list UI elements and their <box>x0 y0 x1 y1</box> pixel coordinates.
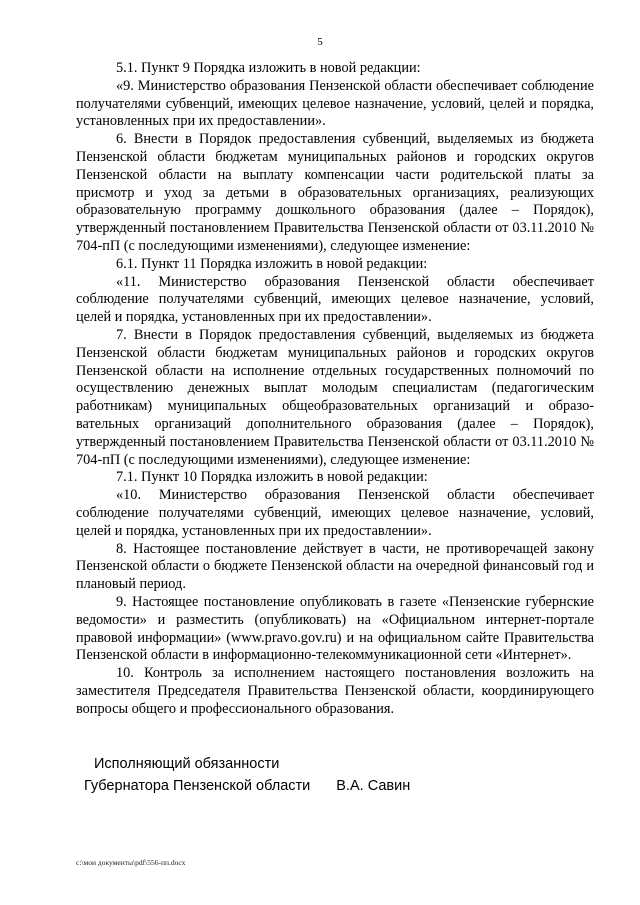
paragraph-quote-10: «10. Министерство образования Пензенской области обеспечивает соблюдение получателями субвенций, имеющих целевое назначение, условий, целей и порядка, установленных при их предоставлении». <box>76 487 594 539</box>
signature-block <box>84 753 410 797</box>
document-body <box>76 60 594 718</box>
signature-title: Губернатора Пензенской области <box>84 778 311 794</box>
paragraph-7: 7. Внести в Порядок предоставления субвенций, выделяемых из бюджета Пензенской области бюджетам муниципальных районов и городских округов Пензенской области на исполнение отдельных государственных полномочий по осуществлению денежных выплат молодым специалистам (педагогическим работникам) муниципальных общеобразовательных организаций и образо-вательных организаций дополнительного образования (далее – Порядок), утвержденный постановлением Правительства Пензенской области от 03.11.2010 № 704-пП (с последующими изменениями), следующее изменение: <box>76 326 594 468</box>
paragraph-10: 10. Контроль за исполнением настоящего постановления возложить на заместителя Председателя Правительства Пензенской области, координирующего вопросы общего и профессионального образования. <box>76 665 594 717</box>
paragraph-8: 8. Настоящее постановление действует в части, не противоречащей закону Пензенской области о бюджете Пензенской области на очередной финансовый год и плановый период. <box>76 540 594 593</box>
paragraph-5-1: 5.1. Пункт 9 Порядка изложить в новой редакции: <box>116 60 421 76</box>
paragraph-quote-9: «9. Министерство образования Пензенской области обеспечивает соблюдение получателями субвенций, имеющих целевое назначение, условий, целей и порядка, установленных при их предоставлении». <box>76 77 594 130</box>
signature-position-line: Исполняющий обязанности <box>94 756 280 772</box>
paragraph-6-1: 6.1. Пункт 11 Порядка изложить в новой редакции: <box>116 255 428 272</box>
paragraph-quote-11: «11. Министерство образования Пензенской области обеспечивает соблюдение получателями субвенций, имеющих целевое назначение, условий, целей и порядка, установленных при их предоставлении». <box>76 273 594 326</box>
signature-title-line <box>84 775 410 797</box>
signatory-name: В.А. Савин <box>336 778 411 794</box>
paragraph-6: 6. Внести в Порядок предоставления субвенций, выделяемых из бюджета Пензенской области бюджетам муниципальных районов и городских округов Пензенской области на выплату компенсации части родительской платы за присмотр и уход за детьми в образовательных организациях, реализующих образовательную программу дошкольного образования (далее – Порядок), утвержденный постановлением Правительства Пензенской области от 03.11.2010 № 704-пП (с последующими изменениями), следующее изменение: <box>76 131 594 254</box>
paragraph-7-1: 7.1. Пункт 10 Порядка изложить в новой редакции: <box>116 469 428 486</box>
file-path-footer: c:\мои документы\pdf\556-пп.docx <box>76 858 186 867</box>
paragraph-9: 9. Настоящее постановление опубликовать в газете «Пензенские губернские ведомости» и разместить (опубликовать) на «Официальном интернет-портале правовой информации» (www.pravo.gov.ru) и на официальном сайте Правительства Пензенской области в информационно-телекоммуникационной сети «Интернет». <box>76 593 594 664</box>
page-number: 5 <box>317 36 323 48</box>
